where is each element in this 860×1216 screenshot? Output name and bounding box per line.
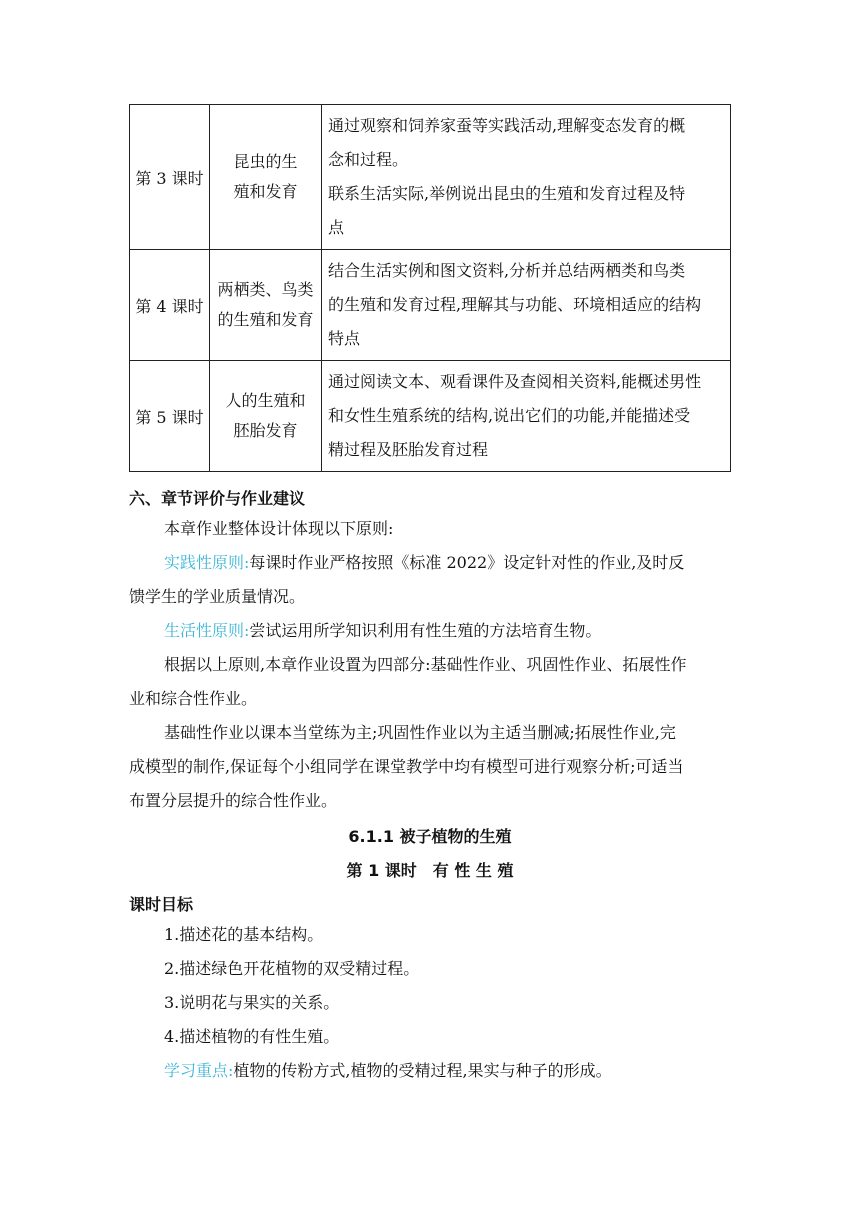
goal-line: 结合生活实例和图文资料,分析并总结两栖类和鸟类 — [328, 261, 686, 280]
principle-text: 每课时作业严格按照《标准 2022》设定针对性的作业,及时反 — [249, 553, 685, 572]
goal-line: 的生殖和发育过程,理解其与功能、环境相适应的结构 — [328, 295, 702, 314]
list-item: 4.描述植物的有性生殖。 — [164, 1027, 340, 1046]
para-structure: 根据以上原则,本章作业设置为四部分:基础性作业、巩固性作业、拓展性作 — [164, 655, 687, 674]
goal-line: 点 — [328, 218, 345, 237]
topic-cell — [210, 361, 322, 472]
table-row — [130, 105, 731, 250]
section-body — [129, 512, 731, 818]
topic-line: 胚胎发育 — [233, 421, 298, 440]
lesson-plan-table — [129, 104, 731, 472]
para-detail-cont: 布置分层提升的综合性作业。 — [129, 791, 338, 810]
lesson-title: 6.1.1 被子植物的生殖 — [348, 827, 512, 846]
key-text: 植物的传粉方式,植物的受精过程,果实与种子的形成。 — [233, 1061, 612, 1080]
para-detail-cont: 成模型的制作,保证每个小组同学在课堂教学中均有模型可进行观察分析;可适当 — [129, 757, 684, 776]
para-structure-cont: 业和综合性作业。 — [129, 689, 258, 708]
period-cell: 第 3 课时 — [130, 105, 210, 250]
goal-cell — [322, 250, 731, 361]
principle-practice — [129, 546, 731, 580]
goal-line: 联系生活实际,举例说出昆虫的生殖和发育过程及特 — [328, 184, 686, 203]
topic-cell — [210, 250, 322, 361]
intro-text: 本章作业整体设计体现以下原则: — [164, 519, 394, 538]
goal-line: 通过阅读文本、观看课件及查阅相关资料,能概述男性 — [328, 372, 702, 391]
period-cell: 第 4 课时 — [130, 250, 210, 361]
principle-text-cont: 馈学生的学业质量情况。 — [129, 587, 306, 606]
goal-line: 特点 — [328, 329, 361, 348]
section-heading: 六、章节评价与作业建议 — [129, 489, 306, 508]
topic-cell — [210, 105, 322, 250]
goal-line: 精过程及胚胎发育过程 — [328, 440, 489, 459]
topic-line: 的生殖和发育 — [217, 310, 314, 329]
list-item: 2.描述绿色开花植物的双受精过程。 — [164, 959, 420, 978]
topic-line: 两栖类、鸟类 — [217, 280, 314, 299]
topic-line: 人的生殖和 — [225, 391, 306, 410]
goal-line: 和女性生殖系统的结构,说出它们的功能,并能描述受 — [328, 406, 691, 425]
list-item: 3.说明花与果实的关系。 — [164, 993, 340, 1012]
goal-line: 念和过程。 — [328, 150, 409, 169]
goal-cell — [322, 361, 731, 472]
key-points — [129, 1054, 731, 1088]
lesson-subtitle: 第 1 课时 有 性 生 殖 — [346, 861, 514, 880]
goals-heading: 课时目标 — [129, 895, 194, 914]
principle-label: 生活性原则: — [164, 621, 250, 640]
table-row — [130, 361, 731, 472]
principle-text: 尝试运用所学知识利用有性生殖的方法培育生物。 — [249, 621, 602, 640]
key-label: 学习重点: — [164, 1061, 234, 1080]
list-item: 1.描述花的基本结构。 — [164, 925, 324, 944]
table-row — [130, 250, 731, 361]
principle-life — [129, 614, 731, 648]
goal-line: 通过观察和饲养家蚕等实践活动,理解变态发育的概 — [328, 116, 686, 135]
para-detail: 基础性作业以课本当堂练为主;巩固性作业以为主适当删减;拓展性作业,完 — [164, 723, 676, 742]
principle-label: 实践性原则: — [164, 553, 250, 572]
topic-line: 殖和发育 — [233, 182, 298, 201]
goals-list — [129, 918, 731, 1088]
topic-line: 昆虫的生 — [233, 152, 298, 171]
goal-cell — [322, 105, 731, 250]
period-cell: 第 5 课时 — [130, 361, 210, 472]
